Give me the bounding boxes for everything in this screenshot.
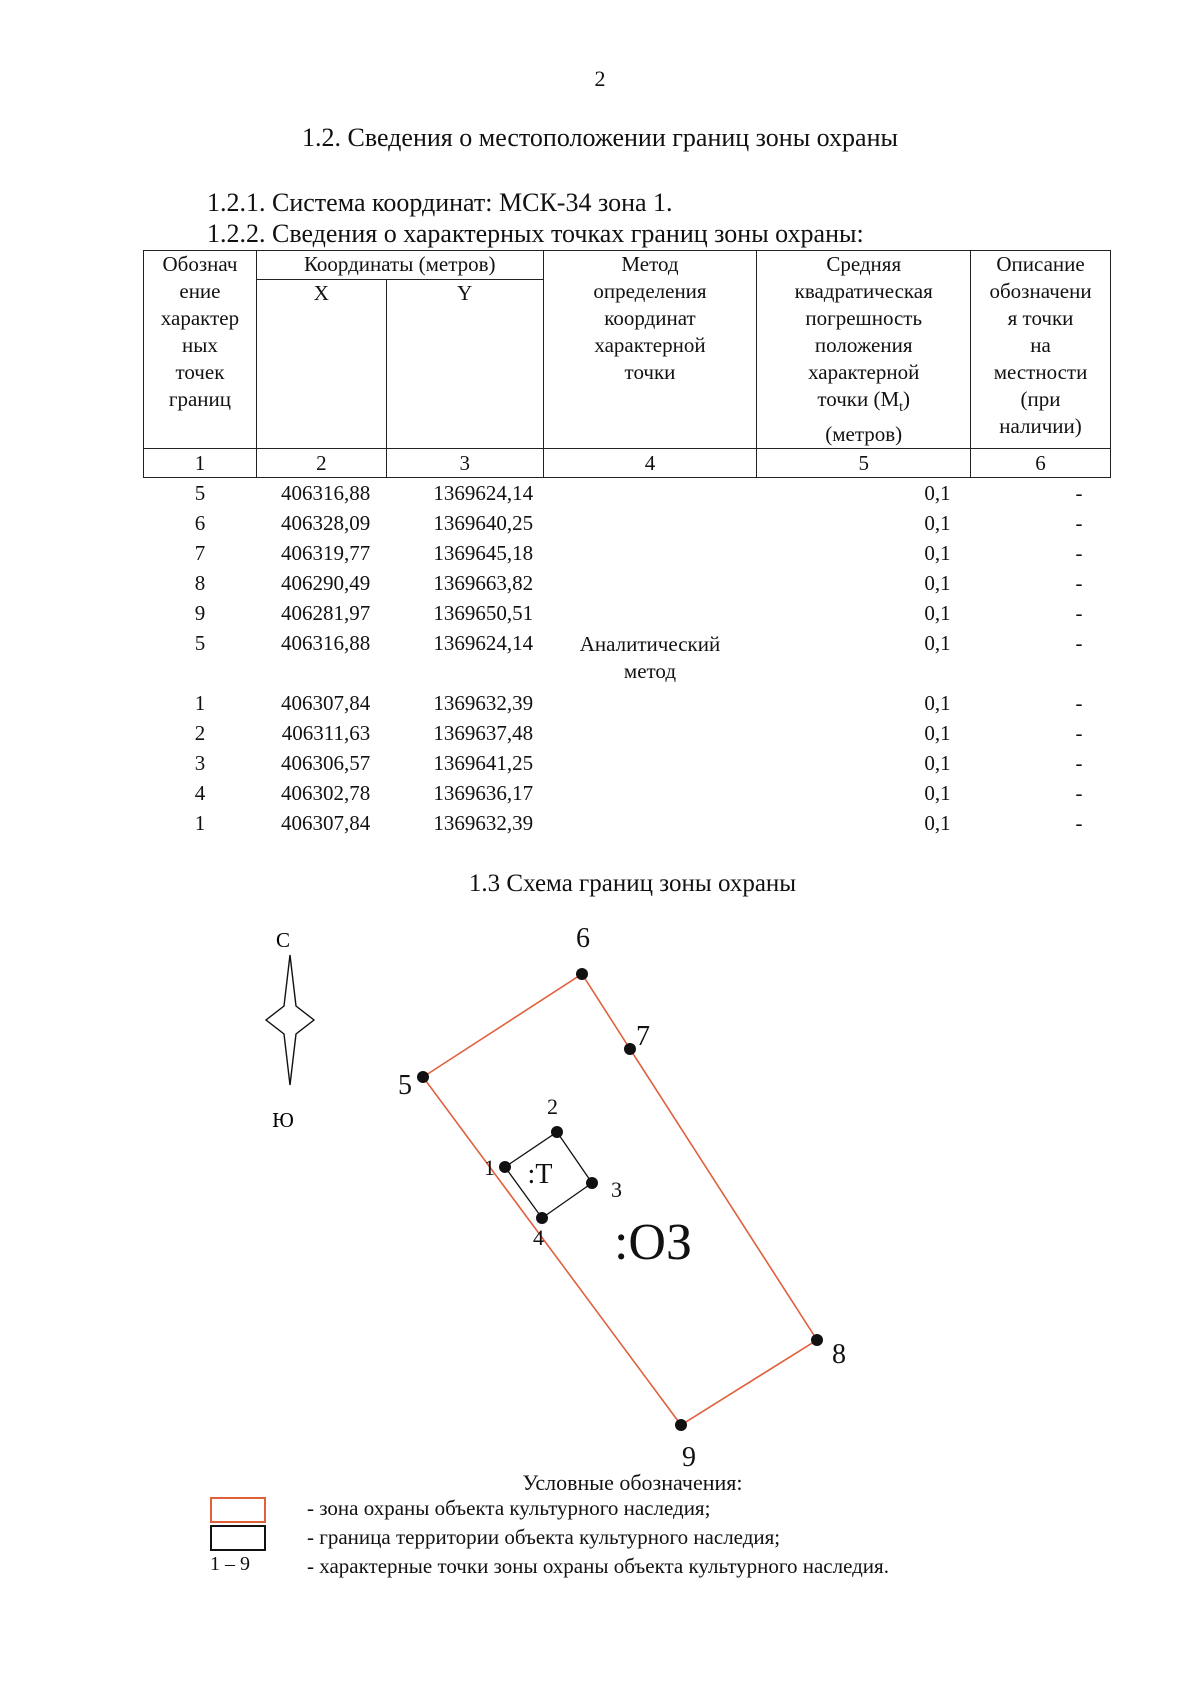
y-coordinate-cell: 1369637,48 <box>433 720 534 745</box>
description-cell: - <box>1075 540 1083 565</box>
error-cell: 0,1 <box>924 540 951 565</box>
x-coordinate-cell: 406306,57 <box>281 750 371 775</box>
compass-north-label: С <box>275 928 291 952</box>
description-cell: - <box>1075 630 1083 655</box>
y-coordinate-cell: 1369624,14 <box>433 630 534 655</box>
column-index-row: 1 2 3 4 5 6 <box>144 449 1111 478</box>
error-cell: 0,1 <box>924 750 951 775</box>
point-2-marker <box>551 1126 563 1138</box>
error-cell: 0,1 <box>924 600 951 625</box>
header-col5-line3: погрешность <box>805 306 923 330</box>
description-cell: - <box>1075 810 1083 835</box>
header-line: ение <box>179 279 221 303</box>
point-number-cell: 8 <box>194 570 206 595</box>
header-line: Метод <box>621 252 679 276</box>
header-line: наличии) <box>999 414 1082 438</box>
point-7-marker <box>624 1043 636 1055</box>
point-9-marker <box>675 1419 687 1431</box>
header-line: границ <box>168 387 232 411</box>
y-coordinate-cell: 1369624,14 <box>433 480 534 505</box>
point-number-cell: 1 <box>194 690 206 715</box>
legend-territory-swatch <box>210 1525 266 1551</box>
header-line: на <box>1030 333 1051 357</box>
points-heading: 1.2.2. Сведения о характерных точках границ зоны охраны: <box>207 219 864 248</box>
point-1-label: 1 <box>484 1155 495 1180</box>
x-coordinate-cell: 406290,49 <box>281 570 371 595</box>
header-col5-line1: Средняя <box>826 252 902 276</box>
description-cell: - <box>1075 600 1083 625</box>
point-9-label: 9 <box>682 1442 696 1473</box>
header-col5-line6: точки $(M_t)$ <box>817 387 911 416</box>
error-cell: 0,1 <box>924 780 951 805</box>
point-3-label: 3 <box>611 1177 622 1202</box>
point-3-marker <box>586 1177 598 1189</box>
point-7-label: 7 <box>636 1021 650 1052</box>
point-number-cell: 6 <box>194 510 206 535</box>
section-title: 1.2. Сведения о местоположении границ зоны охраны <box>302 123 898 152</box>
description-cell: - <box>1075 510 1083 535</box>
description-cell: - <box>1075 750 1083 775</box>
compass-icon <box>266 955 314 1085</box>
header-line: определения <box>593 279 707 303</box>
description-cell: - <box>1075 690 1083 715</box>
error-cell: 0,1 <box>924 510 951 535</box>
scheme-title: 1.3 Схема границ зоны охраны <box>468 870 797 897</box>
point-8-marker <box>811 1334 823 1346</box>
error-cell: 0,1 <box>924 690 951 715</box>
error-cell: 0,1 <box>924 810 951 835</box>
header-col5-line7: (метров) <box>825 422 903 447</box>
point-number-cell: 9 <box>194 600 206 625</box>
description-cell: - <box>1075 720 1083 745</box>
point-number-cell: 2 <box>194 720 206 745</box>
header-col5-line2: квадратическая <box>794 279 933 303</box>
header-line: характерной <box>594 333 706 357</box>
legend-item-territory: - граница территории объекта культурного наследия; <box>307 1525 781 1549</box>
header-line: местности <box>993 360 1088 384</box>
point-4-label: 4 <box>533 1225 544 1250</box>
legend-item-zone: - зона охраны объекта культурного наследия; <box>307 1496 711 1520</box>
y-coordinate-cell: 1369632,39 <box>433 810 534 835</box>
compass-south-label: Ю <box>272 1108 294 1132</box>
method-line: Аналитический <box>579 632 721 657</box>
x-coordinate-cell: 406328,09 <box>281 510 371 535</box>
point-2-label: 2 <box>547 1094 558 1119</box>
error-cell: 0,1 <box>924 570 951 595</box>
legend-item-points: - характерные точки зоны охраны объекта культурного наследия. <box>307 1554 889 1578</box>
error-cell: 0,1 <box>924 720 951 745</box>
x-coordinate-cell: 406311,63 <box>281 720 371 745</box>
header-y: Y <box>386 279 543 448</box>
error-cell: 0,1 <box>924 630 951 655</box>
x-coordinate-cell: 406307,84 <box>281 690 371 715</box>
header-line: Обознач <box>162 252 238 276</box>
zone-label: :ОЗ <box>613 1214 693 1271</box>
header-line: обозначени <box>989 279 1092 303</box>
territory-label: :Т <box>527 1159 553 1190</box>
header-x: X <box>256 279 386 448</box>
header-col5-line5: характерной <box>808 360 920 384</box>
y-coordinate-cell: 1369640,25 <box>433 510 534 535</box>
x-coordinate-cell: 406302,78 <box>281 780 371 805</box>
point-8-label: 8 <box>832 1339 846 1370</box>
header-col5-line4: положения <box>814 333 913 357</box>
legend-zone-swatch <box>210 1497 266 1523</box>
y-coordinate-cell: 1369650,51 <box>433 600 534 625</box>
description-cell: - <box>1075 780 1083 805</box>
point-number-cell: 7 <box>194 540 206 565</box>
point-number-cell: 5 <box>194 480 206 505</box>
header-line: ных <box>182 333 218 357</box>
point-number-cell: 4 <box>194 780 206 805</box>
x-coordinate-cell: 406316,88 <box>281 480 371 505</box>
legend-points-range: 1 – 9 <box>210 1553 250 1575</box>
error-cell: 0,1 <box>924 480 951 505</box>
method-line: метод <box>623 659 677 684</box>
point-6-label: 6 <box>576 923 590 954</box>
y-coordinate-cell: 1369632,39 <box>433 690 534 715</box>
description-cell: - <box>1075 480 1083 505</box>
y-coordinate-cell: 1369663,82 <box>433 570 534 595</box>
page-number: 2 <box>594 66 606 91</box>
point-4-marker <box>536 1212 548 1224</box>
header-line: точки <box>624 360 676 384</box>
point-number-cell: 5 <box>194 630 206 655</box>
x-coordinate-cell: 406316,88 <box>281 630 371 655</box>
y-coordinate-cell: 1369645,18 <box>433 540 534 565</box>
point-1-marker <box>499 1161 511 1173</box>
point-number-cell: 3 <box>194 750 206 775</box>
point-5-label: 5 <box>398 1070 412 1101</box>
header-line: точек <box>175 360 225 384</box>
description-cell: - <box>1075 570 1083 595</box>
point-5-marker <box>417 1071 429 1083</box>
coord-system-line: 1.2.1. Система координат: МСК-34 зона 1. <box>207 188 673 217</box>
header-line: я точки <box>1007 306 1074 330</box>
x-coordinate-cell: 406319,77 <box>281 540 371 565</box>
legend-title: Условные обозначения: <box>522 1470 743 1495</box>
x-coordinate-cell: 406307,84 <box>281 810 371 835</box>
y-coordinate-cell: 1369636,17 <box>433 780 534 805</box>
header-line: координат <box>604 306 696 330</box>
header-coordinates: Координаты (метров) <box>256 251 543 280</box>
point-number-cell: 1 <box>194 810 206 835</box>
header-line: (при <box>1020 387 1061 411</box>
y-coordinate-cell: 1369641,25 <box>433 750 534 775</box>
x-coordinate-cell: 406281,97 <box>281 600 371 625</box>
header-line: Описание <box>996 252 1085 276</box>
header-line: характер <box>160 306 240 330</box>
point-6-marker <box>576 968 588 980</box>
